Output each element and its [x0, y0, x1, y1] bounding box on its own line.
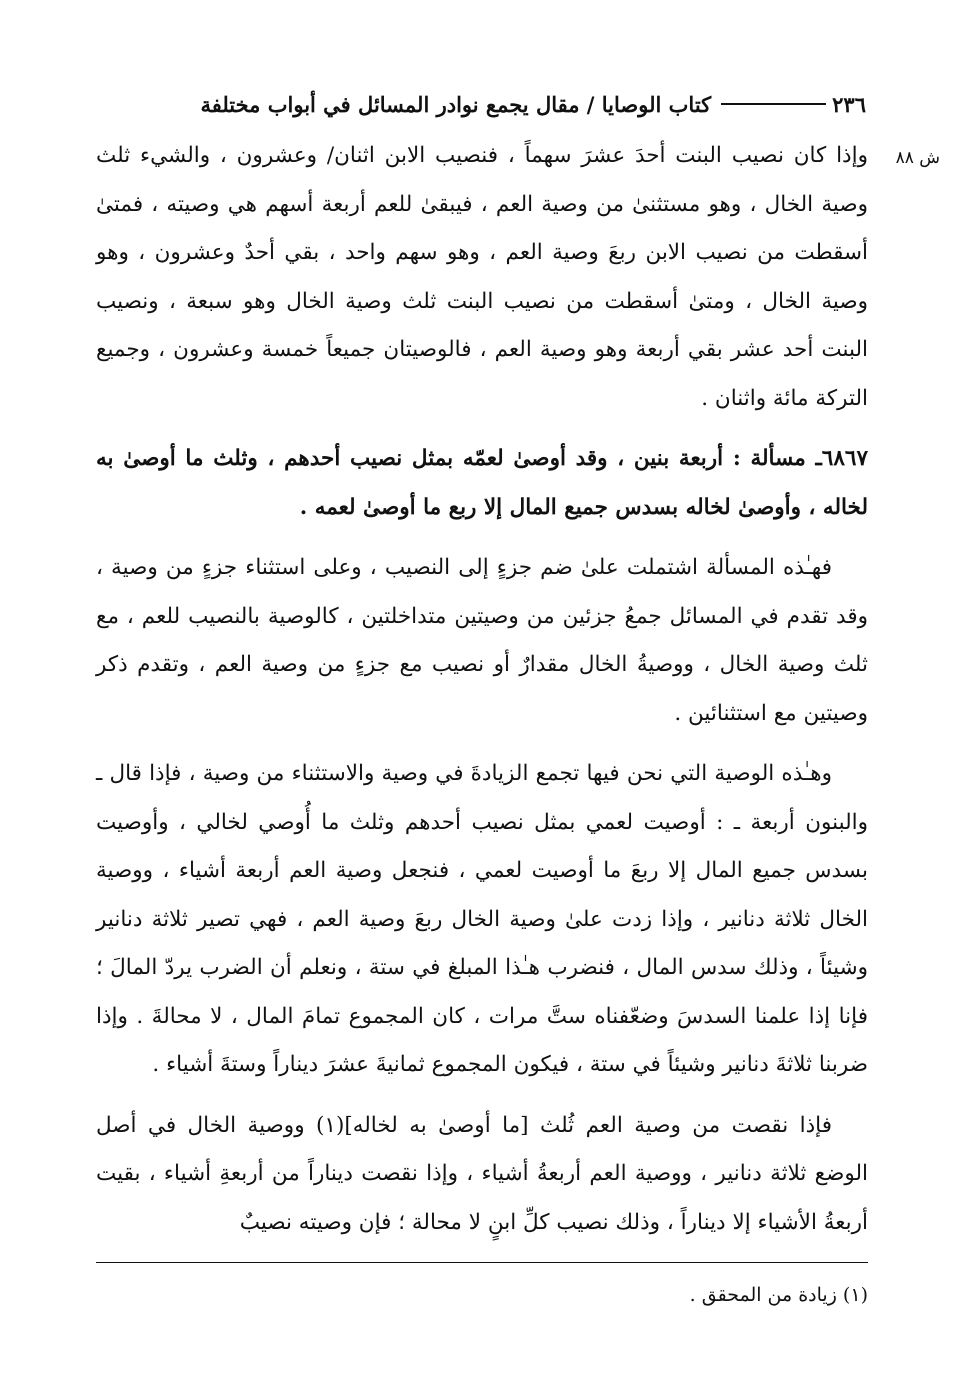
footnote: (١) زيادة من المحقق . [689, 1284, 868, 1306]
paragraph-5: فإذا نقصت من وصية العم ثُلث [ما أوصىٰ به لخاله](١) ووصية الخال في أصل الوضع ثلاثة دنانير ، ووصية العم أربعةُ أشياء ، وإذا نقصت ديناراً من أربعةِ أشياء ، بقيت أربعةُ الأشياء إلا ديناراً ، وذلك نصيب كلِّ ابنٍ لا محالة ؛ فإن وصيته نصيبٌ [96, 1112, 868, 1235]
header-title: كتاب الوصايا / مقال يجمع نوادر المسائل في أبواب مختلفة [200, 91, 712, 117]
paragraph-3: فهـٰذه المسألة اشتملت علىٰ ضم جزءٍ إلى النصيب ، وعلى استثناء جزءٍ من وصية ، وقد تقدم في المسائل جمعُ جزئين من وصيتين متداخلتين ، كالوصية بالنصيب للعم ، مع ثلث وصية الخال ، ووصيةُ الخال مقدارٌ أو نصيب مع جزءٍ من وصية العم ، وتقدم ذكر وصيتين مع استثنائين . [96, 555, 868, 726]
main-text [96, 132, 868, 1259]
paragraph-4: وهـٰذه الوصية التي نحن فيها تجمع الزيادةَ في وصية والاستثناء من وصية ، فإذا قال ـ والبنون أربعة ـ : أوصيت لعمي بمثل نصيب أحدهم وثلث ما أُوصي لخالي ، وأوصيت بسدس جميع المال إلا ربعَ ما أوصيت لعمي ، فنجعل وصية العم أربعة أشياء ، ووصية الخال ثلاثة دنانير ، وإذا زدت علىٰ وصية الخال ربعَ وصية العم ، فهي تصير ثلاثة دنانير وشيئاً ، وذلك سدس المال ، فنضرب هـٰذا المبلغ في ستة ، ونعلم أن الضرب يردّ المالَ ؛ فإنا إذا علمنا السدسَ وضعّفناه ستَّ مرات ، كان المجموع تمامَ المال ، لا محالةَ . وإذا ضربنا ثلاثةَ دنانير وشيئاً في ستة ، فيكون المجموع ثمانيةَ عشرَ ديناراً وستةَ أشياء . [96, 761, 868, 1077]
header-rule [721, 103, 826, 105]
running-header [96, 84, 866, 124]
margin-note: ش ٨٨ [895, 148, 940, 168]
footnote-rule [96, 1262, 868, 1263]
page-number: ٢٣٦ [832, 91, 866, 117]
masala-heading: ٦٨٦٧ـ مسألة : أربعة بنين ، وقد أوصىٰ لعمّه بمثل نصيب أحدهم ، وثلث ما أوصىٰ به لخاله ، وأوصىٰ لخاله بسدس جميع المال إلا ربع ما أوصىٰ لعمه . [96, 446, 868, 520]
paragraph-1: وإذا كان نصيب البنت أحدَ عشرَ سهماً ، فنصيب الابن اثنان/ وعشرون ، والشيء ثلث وصية الخال ، وهو مستثنىٰ من وصية العم ، فيبقىٰ للعم أربعة أسهم هي وصيته ، فمتىٰ أسقطت من نصيب الابن ربعَ وصية العم ، وهو سهم واحد ، بقي أحدٌ وعشرون ، وهو وصية الخال ، ومتىٰ أسقطت من نصيب البنت ثلث وصية الخال وهو سبعة ، ونصيب البنت أحد عشر بقي أربعة وهو وصية العم ، فالوصيتان جميعاً خمسة وعشرون ، وجميع التركة مائة واثنان . [96, 143, 868, 411]
